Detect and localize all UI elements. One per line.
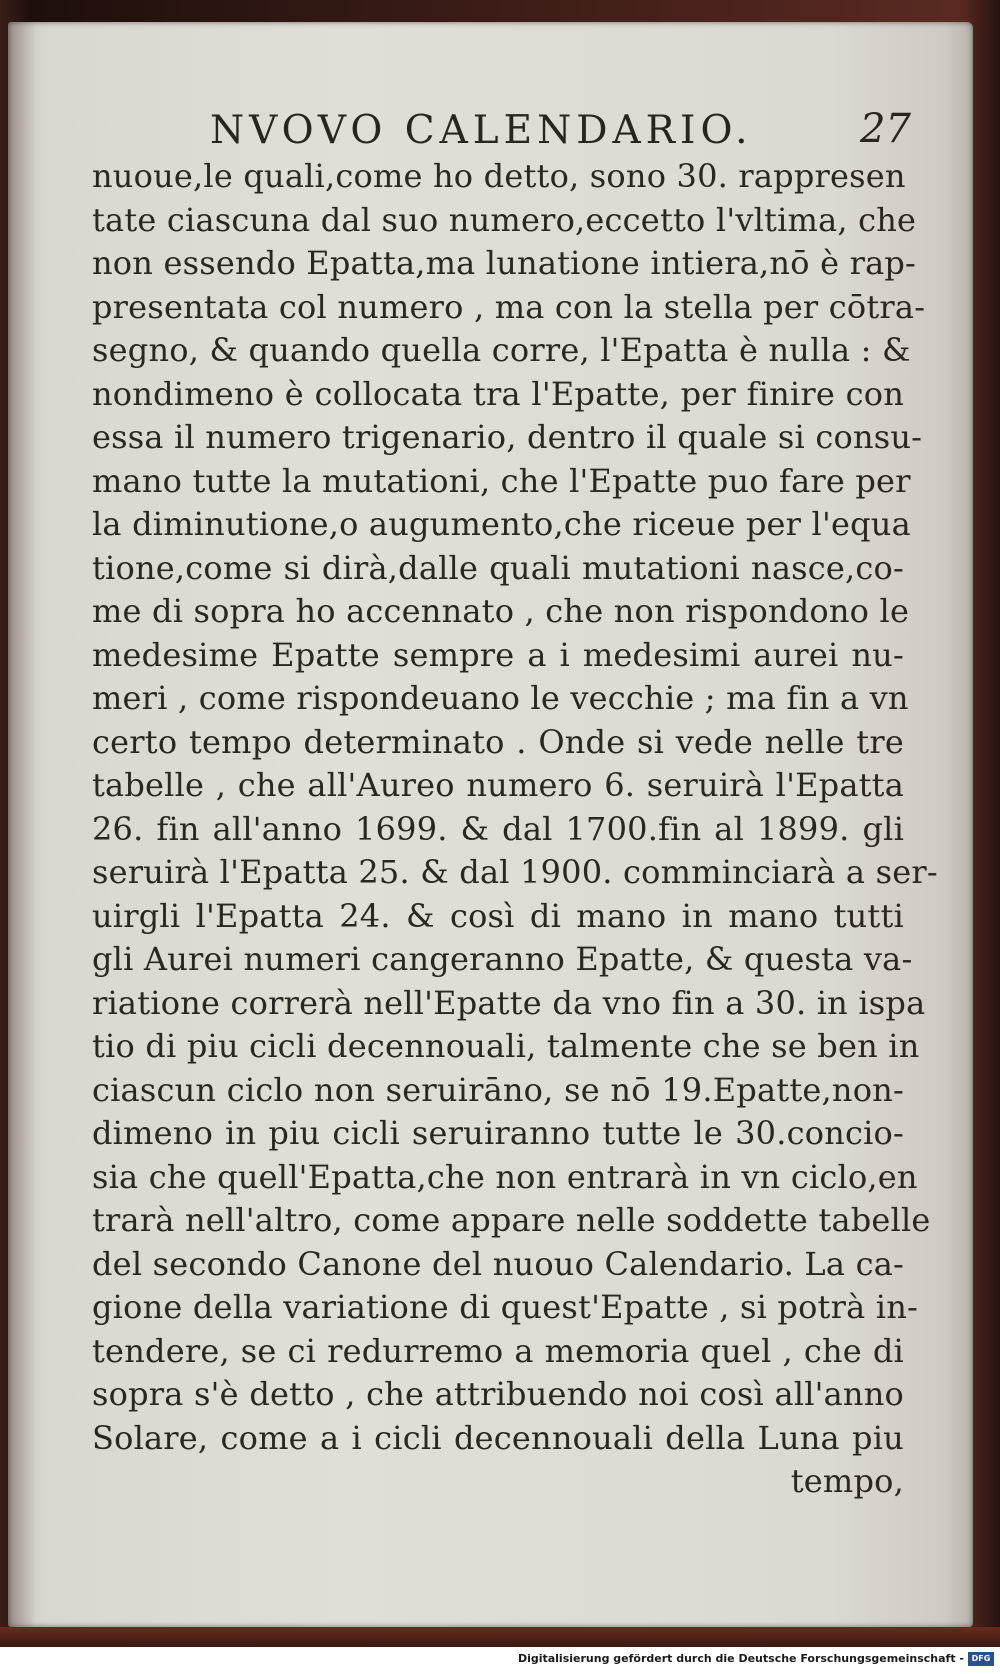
text-line: presentata col numero , ma con la stella per cōtra- — [92, 287, 926, 326]
text-line: riatione correrà nell'Epatte da vno fin a 30. in ispa — [92, 983, 926, 1022]
text-line: del secondo Canone del nuouo Calendario. La ca- — [92, 1244, 904, 1283]
text-line: meri , come rispondeuano le vecchie ; ma fin a vn — [92, 679, 909, 717]
text-line: gli Aurei numeri cangeranno Epatte, & questa va- — [92, 940, 913, 978]
text-line: medesime Epatte sempre a i medesimi aurei nu- — [92, 635, 904, 674]
dfg-logo: DFG — [968, 1652, 994, 1666]
text-line: sopra s'è detto , che attribuendo noi così all'anno — [92, 1375, 904, 1413]
text-line: sia che quell'Epatta,che non entrarà in vn ciclo,en — [92, 1157, 918, 1196]
text-line: tabelle , che all'Aureo numero 6. seruirà l'Epatta — [92, 766, 904, 804]
text-line: Solare, come a i cicli decennouali della Luna piu — [92, 1418, 904, 1457]
body-text — [92, 155, 938, 1504]
digitization-footer — [0, 1647, 1000, 1674]
page-header — [210, 108, 910, 158]
running-title: NVOVO CALENDARIO. — [210, 108, 753, 153]
text-line: non essendo Epatta,ma lunatione intiera,nō è rap- — [92, 244, 917, 282]
text-line: dimeno in piu cicli seruiranno tutte le 30.concio- — [92, 1114, 904, 1152]
text-line: tio di piu cicli decennouali, talmente che se ben in — [92, 1027, 920, 1065]
text-line: nuoue,le quali,come ho detto, sono 30. rappresen — [92, 157, 906, 195]
text-line: nondimeno è collocata tra l'Epatte, per finire con — [92, 374, 904, 413]
text-line: gione della variatione di quest'Epatte , si potrà in- — [92, 1288, 919, 1326]
text-line: trarà nell'altro, come appare nelle soddette tabelle — [92, 1201, 931, 1239]
text-line: segno, & quando quella corre, l'Epatta è nulla : & — [92, 331, 911, 369]
page-number: 27 — [860, 106, 911, 152]
text-line: la diminutione,o augumento,che riceue per l'equa — [92, 505, 911, 543]
text-line: uirgli l'Epatta 24. & così di mano in mano tutti — [92, 896, 904, 935]
text-line: seruirà l'Epatta 25. & dal 1900. comminciarà a ser- — [92, 853, 938, 891]
text-line: certo tempo determinato . Onde si vede nelle tre — [92, 722, 904, 761]
text-line: ciascun ciclo non seruirāno, se nō 19.Epatte,non- — [92, 1070, 904, 1109]
catchword: tempo, — [790, 1462, 904, 1500]
funding-credit: Digitalisierung gefördert durch die Deutsche Forschungsgemeinschaft - — [517, 1652, 964, 1665]
text-line: tate ciascuna dal suo numero,eccetto l'vltima, che — [92, 200, 917, 239]
text-line: essa il numero trigenario, dentro il quale si consu- — [92, 418, 923, 456]
book-bottom-edge — [0, 1627, 1000, 1647]
spine-shadow — [8, 22, 36, 1627]
text-line: me di sopra ho accennato , che non rispondono le — [92, 592, 910, 630]
text-line: tendere, se ci redurremo a memoria quel , che di — [92, 1331, 904, 1370]
text-line: mano tutte la mutationi, che l'Epatte puo fare per — [92, 461, 911, 500]
text-line: tione,come si dirà,dalle quali mutationi nasce,co- — [92, 548, 904, 587]
text-line: 26. fin all'anno 1699. & dal 1700.fin al 1899. gli — [92, 809, 904, 848]
